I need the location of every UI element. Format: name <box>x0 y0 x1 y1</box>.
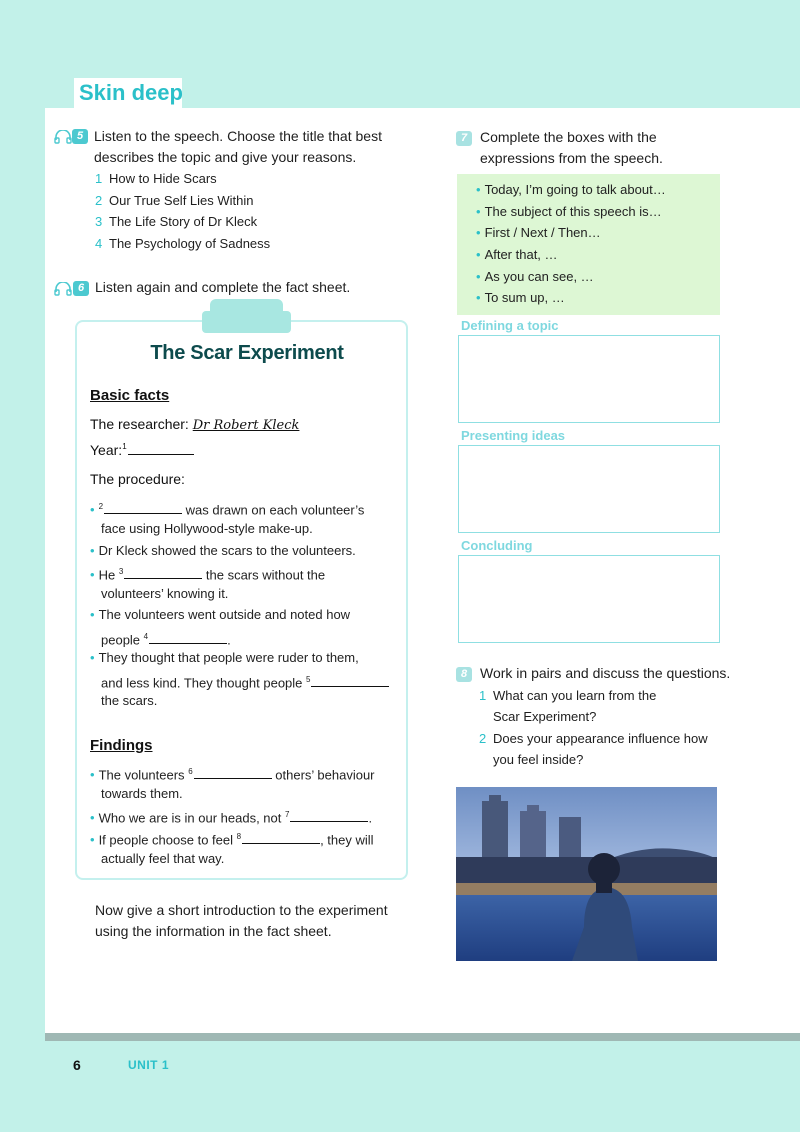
option-item: 2 Our True Self Lies Within <box>95 193 254 208</box>
question-number-7: 7 <box>456 131 472 146</box>
procedure-item: • The volunteers went outside and noted how <box>90 607 351 622</box>
procedure-item-cont: face using Hollywood-style make-up. <box>101 521 313 536</box>
expression-item: • As you can see, … <box>476 269 594 284</box>
headphones-icon <box>54 130 72 144</box>
option-item: 1 How to Hide Scars <box>95 171 217 186</box>
q6-instruction: Listen again and complete the fact sheet. <box>95 279 351 295</box>
page-title: Skin deep <box>79 80 183 105</box>
box-label-presenting: Presenting ideas <box>461 428 566 443</box>
answer-box-concluding[interactable] <box>458 555 720 643</box>
procedure-item: • $^2$ was drawn on each volunteer’s <box>90 502 365 518</box>
findings-item: • The volunteers $^6$ others’ behaviour <box>90 767 375 783</box>
option-item: 4 The Psychology of Sadness <box>95 236 271 251</box>
procedure-item: • He $^3$ the scars without the <box>90 567 326 583</box>
researcher-line: The researcher: Dr Robert Kleck <box>90 416 300 433</box>
answer-blank <box>242 831 320 844</box>
answer-blank <box>194 766 272 779</box>
q7-instruction-line1: Complete the boxes with the <box>480 129 657 145</box>
answer-blank <box>104 501 182 514</box>
answer-blank <box>311 674 389 687</box>
fact-sheet-clip-top <box>210 299 283 333</box>
findings-item: • Who we are is in our heads, not $^7$ . <box>90 810 373 826</box>
unit-label: UNIT 1 <box>128 1058 170 1072</box>
question-item-cont: you feel inside? <box>493 752 584 767</box>
procedure-item-cont: volunteers’ knowing it. <box>101 586 229 601</box>
expression-item: • The subject of this speech is… <box>476 204 662 219</box>
procedure-item-cont: and less kind. They thought people $^5$ <box>101 669 389 694</box>
question-item-cont: Scar Experiment? <box>493 709 597 724</box>
intro-task-line2: using the information in the fact sheet. <box>95 923 332 939</box>
question-number-6: 6 <box>73 281 89 296</box>
intro-task-line1: Now give a short introduction to the experiment <box>95 902 388 918</box>
question-number-8: 8 <box>456 667 472 682</box>
procedure-item: • They thought that people were ruder to them, <box>90 650 359 665</box>
page-bottom-shadow <box>45 1033 800 1041</box>
answer-blank <box>124 566 202 579</box>
box-label-concluding: Concluding <box>461 538 533 553</box>
fact-sheet-title: The Scar Experiment <box>150 342 344 364</box>
procedure-item-cont: the scars. <box>101 693 158 708</box>
q5-instruction-line2: describes the topic and give your reasons. <box>94 149 357 165</box>
headphones-icon <box>54 282 72 296</box>
expression-item: • First / Next / Then… <box>476 225 601 240</box>
q8-instruction: Work in pairs and discuss the questions. <box>480 665 731 681</box>
expression-item: • After that, … <box>476 247 558 262</box>
page-number: 6 <box>73 1057 81 1073</box>
box-label-defining: Defining a topic <box>461 318 559 333</box>
q5-instruction-line1: Listen to the speech. Choose the title that best <box>94 128 382 144</box>
answer-blank <box>290 809 368 822</box>
findings-item-cont: towards them. <box>101 786 183 801</box>
expression-item: • Today, I’m going to talk about… <box>476 182 666 197</box>
basic-facts-heading: Basic facts <box>90 387 170 404</box>
question-number-5: 5 <box>72 129 88 144</box>
answer-box-defining[interactable] <box>458 335 720 423</box>
q7-instruction-line2: expressions from the speech. <box>480 150 663 166</box>
answer-box-presenting[interactable] <box>458 445 720 533</box>
findings-item: • If people choose to feel $^8$ , they will <box>90 832 374 848</box>
researcher-answer: Dr Robert Kleck <box>192 418 300 433</box>
procedure-item: • Dr Kleck showed the scars to the volunteers. <box>90 543 356 558</box>
question-item: 2 Does your appearance influence how <box>479 731 708 746</box>
procedure-label: The procedure: <box>90 471 185 487</box>
option-item: 3 The Life Story of Dr Kleck <box>95 214 258 229</box>
city-night-photo <box>456 787 717 961</box>
expression-item: • To sum up, … <box>476 290 565 305</box>
answer-blank <box>149 631 227 644</box>
answer-blank <box>128 442 194 455</box>
findings-heading: Findings <box>90 737 153 754</box>
question-item: 1 What can you learn from the <box>479 688 657 703</box>
findings-item-cont: actually feel that way. <box>101 851 225 866</box>
procedure-item-cont: people $^4$ . <box>101 632 231 648</box>
year-line: Year:$^1$ <box>90 442 194 458</box>
